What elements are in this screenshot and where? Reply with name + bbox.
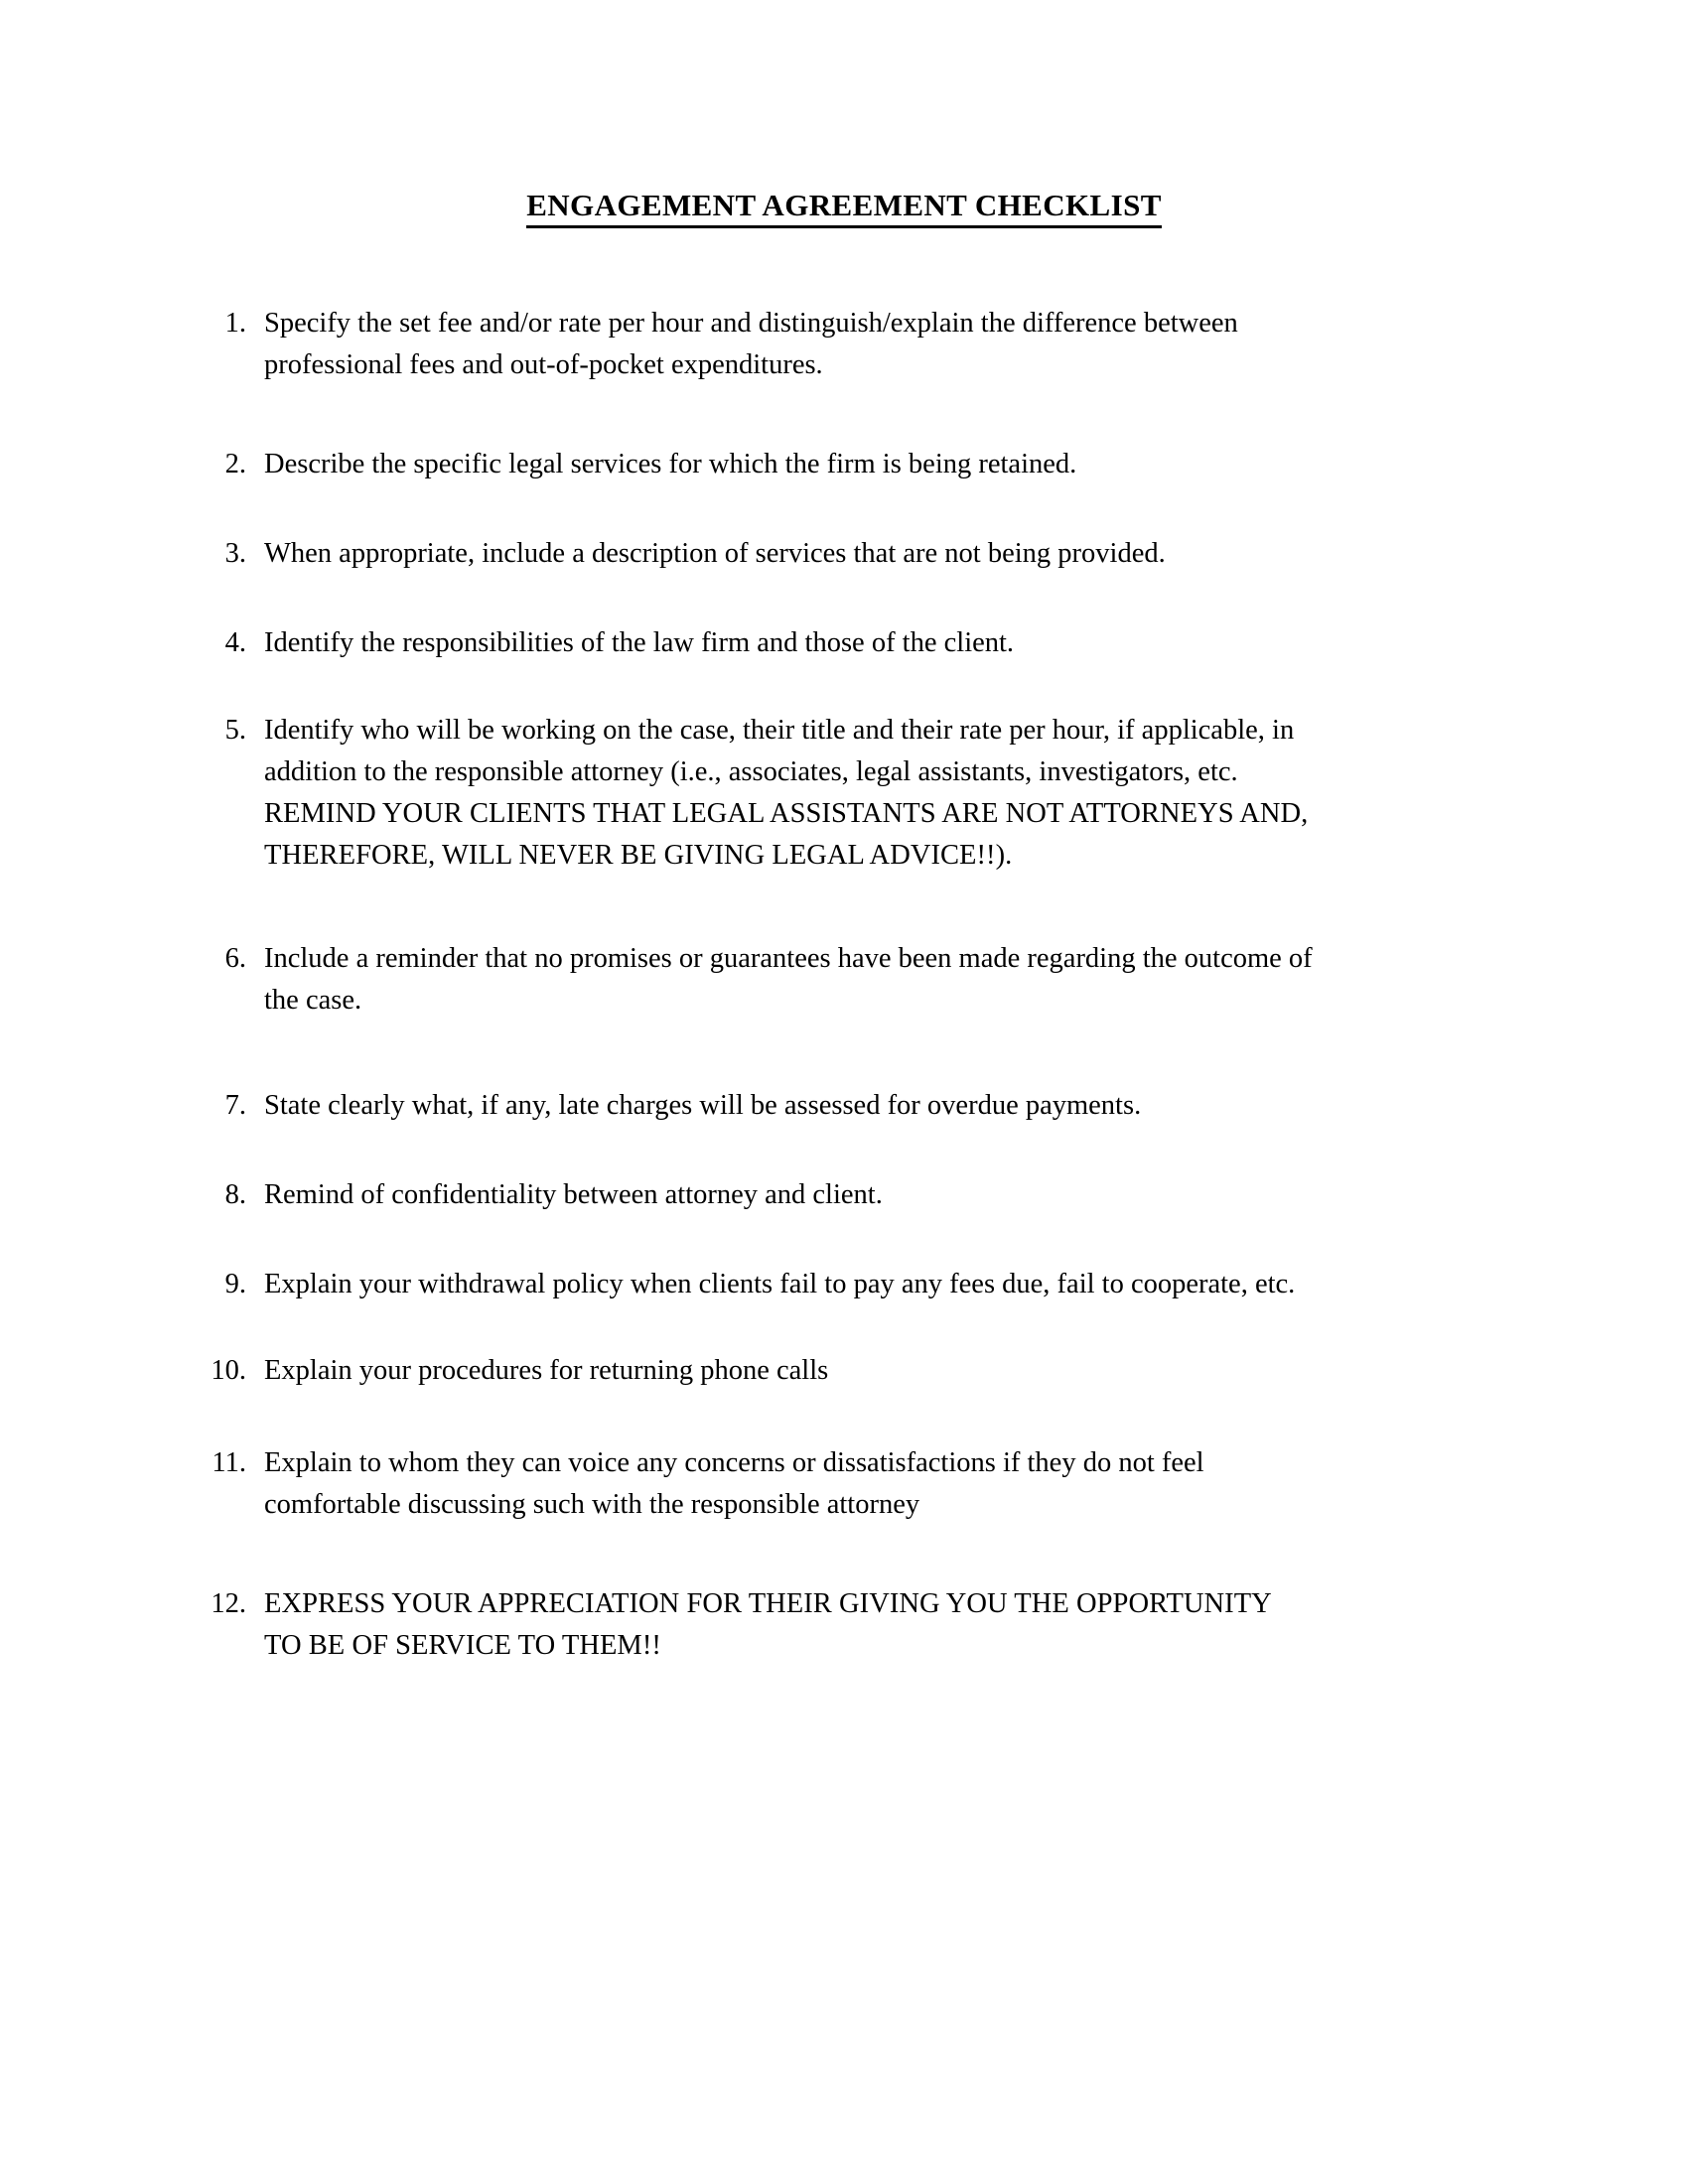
checklist-item-line: When appropriate, include a description of services that are not being provided. xyxy=(264,538,1166,569)
checklist-item-line: professional fees and out-of-pocket expenditures. xyxy=(264,349,823,380)
checklist-item-line: TO BE OF SERVICE TO THEM!! xyxy=(264,1630,661,1661)
checklist-item xyxy=(195,1264,1515,1305)
checklist-item xyxy=(195,710,1515,877)
checklist-item xyxy=(195,1085,1515,1127)
checklist-item-text xyxy=(246,1350,1515,1392)
checklist-item xyxy=(195,1583,1515,1667)
checklist-item-line: Describe the specific legal services for which the firm is being retained. xyxy=(264,449,1077,479)
checklist-item-line: Remind of confidentiality between attorney and client. xyxy=(264,1179,883,1210)
checklist-item-line: THEREFORE, WILL NEVER BE GIVING LEGAL ADVICE!!). xyxy=(264,840,1013,871)
checklist-item-number: 6. xyxy=(224,943,246,974)
page-title xyxy=(0,187,1688,228)
checklist-item-text xyxy=(246,1174,1515,1216)
checklist-item-line: Include a reminder that no promises or guarantees have been made regarding the outcome of xyxy=(264,943,1313,974)
checklist-item xyxy=(195,303,1515,386)
checklist-item xyxy=(195,1442,1515,1526)
checklist-item-line: Identify who will be working on the case, their title and their rate per hour, if applicable, in xyxy=(264,715,1295,746)
checklist-item-number: 8. xyxy=(224,1179,246,1210)
checklist-item-text xyxy=(246,622,1515,664)
checklist-item-number: 5. xyxy=(224,715,246,746)
checklist-item xyxy=(195,622,1515,664)
checklist-item-line: Explain your procedures for returning phone calls xyxy=(264,1355,829,1386)
checklist-item-text xyxy=(246,303,1515,386)
checklist-item-number: 3. xyxy=(224,538,246,569)
checklist-item-text xyxy=(246,444,1515,485)
checklist-item-text xyxy=(246,533,1515,575)
checklist-item xyxy=(195,1350,1515,1392)
checklist-item-number: 9. xyxy=(224,1269,246,1299)
checklist-item xyxy=(195,1174,1515,1216)
checklist-item-text xyxy=(246,1085,1515,1127)
checklist-item xyxy=(195,533,1515,575)
checklist-item xyxy=(195,444,1515,485)
checklist-item-line: Explain to whom they can voice any concerns or dissatisfactions if they do not feel xyxy=(264,1447,1204,1478)
checklist-item-number: 2. xyxy=(224,449,246,479)
checklist-item-line: Specify the set fee and/or rate per hour and distinguish/explain the difference between xyxy=(264,308,1238,339)
checklist-item-line: State clearly what, if any, late charges will be assessed for overdue payments. xyxy=(264,1090,1142,1121)
checklist-item-number: 4. xyxy=(224,627,246,658)
checklist-item-text xyxy=(246,1583,1515,1667)
checklist-item-text xyxy=(246,1442,1515,1526)
checklist-item-line: the case. xyxy=(264,985,362,1016)
page-title-text: ENGAGEMENT AGREEMENT CHECKLIST xyxy=(526,187,1162,228)
checklist-item-line: Explain your withdrawal policy when clients fail to pay any fees due, fail to cooperate, etc. xyxy=(264,1269,1296,1299)
checklist-item-number: 12. xyxy=(211,1588,246,1619)
checklist-item-number: 11. xyxy=(211,1447,246,1478)
checklist-item-line: EXPRESS YOUR APPRECIATION FOR THEIR GIVING YOU THE OPPORTUNITY xyxy=(264,1588,1272,1619)
checklist-item-number: 7. xyxy=(224,1090,246,1121)
checklist-item xyxy=(195,938,1515,1022)
checklist-item-number: 10. xyxy=(211,1355,246,1386)
checklist-item-text xyxy=(246,710,1515,877)
checklist-item-line: Identify the responsibilities of the law firm and those of the client. xyxy=(264,627,1015,658)
checklist-item-number: 1. xyxy=(224,308,246,339)
checklist-item-text xyxy=(246,1264,1515,1305)
checklist-item-line: addition to the responsible attorney (i.e., associates, legal assistants, investigators, etc. xyxy=(264,756,1238,787)
checklist-item-line: comfortable discussing such with the responsible attorney xyxy=(264,1489,920,1520)
checklist-item-text xyxy=(246,938,1515,1022)
checklist-item-line: REMIND YOUR CLIENTS THAT LEGAL ASSISTANTS ARE NOT ATTORNEYS AND, xyxy=(264,798,1309,829)
